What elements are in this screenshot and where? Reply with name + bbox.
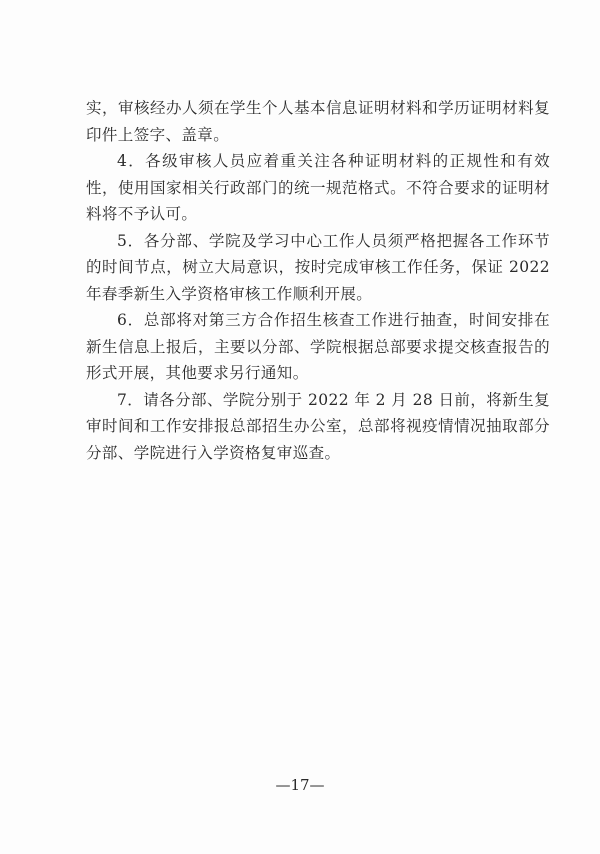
paragraph-item-6: 6．总部将对第三方合作招生核查工作进行抽查，时间安排在新生信息上报后，主要以分部、学院根据总部要求提交核查报告的形式开展，其他要求另行通知。 xyxy=(86,311,550,382)
paragraph-item-5: 5．各分部、学院及学习中心工作人员须严格把握各工作环节的时间节点，树立大局意识，按时完成审核工作任务，保证 2022 年春季新生入学资格审核工作顺利开展。 xyxy=(86,231,550,303)
page-number: —17— xyxy=(275,776,325,794)
document-body xyxy=(86,95,550,466)
paragraph-item-7: 7．请各分部、学院分别于 2022 年 2 月 28 日前，将新生复审时间和工作安排报总部招生办公室，总部将视疫情情况抽取部分分部、学院进行入学资格复审巡查。 xyxy=(86,390,550,462)
paragraph-item-4: 4．各级审核人员应着重关注各种证明材料的正规性和有效性，使用国家相关行政部门的统一规范格式。不符合要求的证明材料将不予认可。 xyxy=(86,152,550,223)
paragraph-continuation: 实，审核经办人须在学生个人基本信息证明材料和学历证明材料复印件上签字、盖章。 xyxy=(86,99,550,144)
